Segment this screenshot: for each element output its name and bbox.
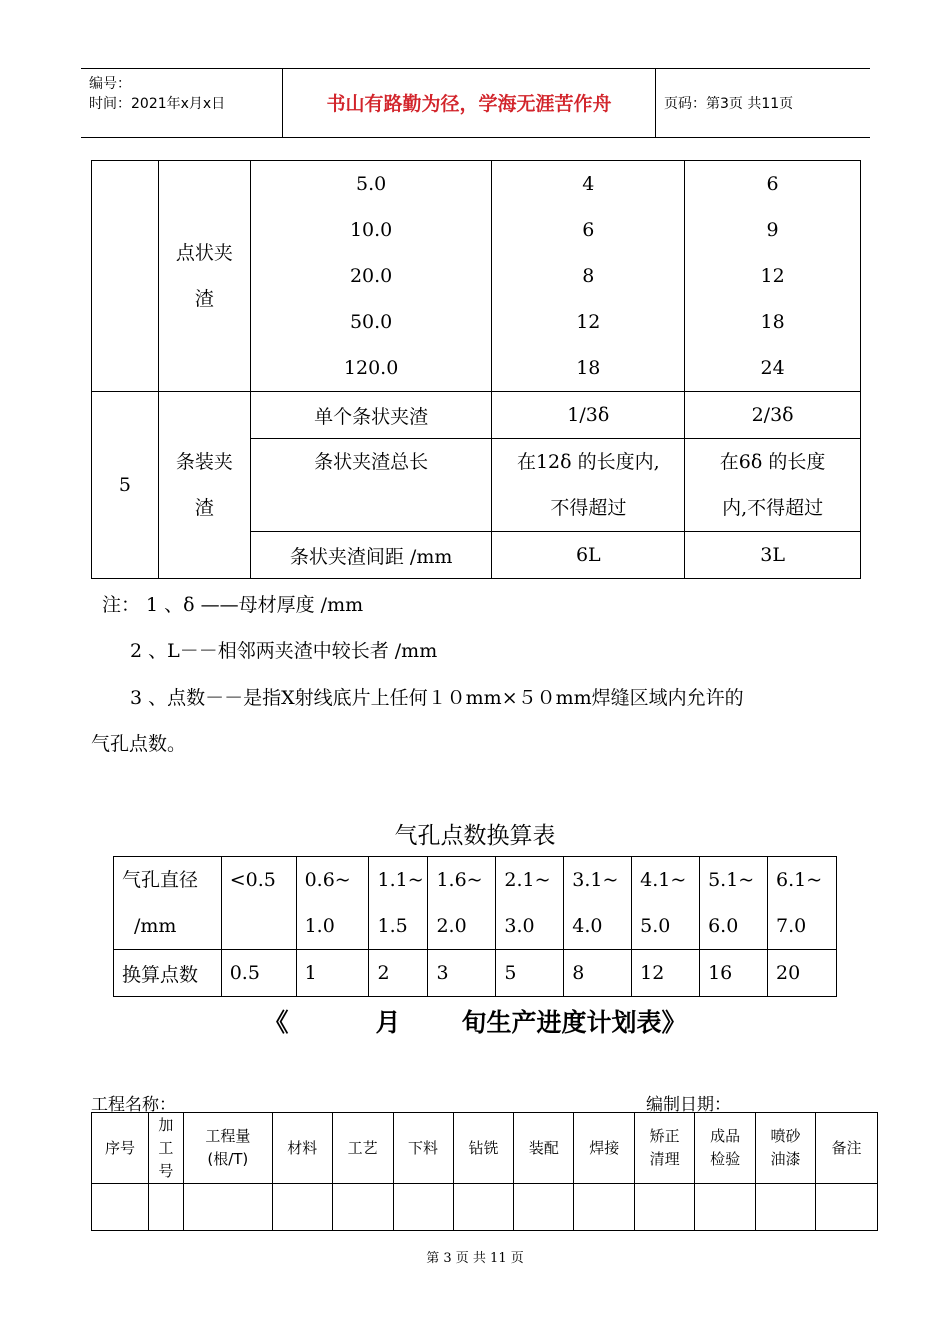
- diameter-cell: 4.1~ 5.0: [632, 857, 700, 950]
- plan-col-header: 装配: [514, 1113, 574, 1184]
- plan-col-header: 钻铣: [453, 1113, 514, 1184]
- plan-col-header: 矫正 清理: [635, 1113, 695, 1184]
- diameter-cell: 1.6~ 2.0: [428, 857, 496, 950]
- plan-cell: [393, 1184, 453, 1231]
- points-cell: 16: [700, 950, 768, 997]
- plan-empty-row: [92, 1184, 878, 1231]
- plan-col-header: 材料: [272, 1113, 332, 1184]
- grade-b-values: 6 9 12 18 24: [685, 161, 861, 392]
- plan-cell: [332, 1184, 393, 1231]
- plan-col-header: 工程量 (根/T): [183, 1113, 272, 1184]
- single-strip-a: 1/3δ: [492, 392, 685, 439]
- plan-cell: [272, 1184, 332, 1231]
- total-strip-b: 在6δ 的长度 内,不得超过: [685, 439, 861, 532]
- plan-cell: [574, 1184, 635, 1231]
- points-label: 换算点数: [114, 950, 222, 997]
- total-strip-a: 在12δ 的长度内, 不得超过: [492, 439, 685, 532]
- plan-col-header: 下料: [393, 1113, 453, 1184]
- plan-title: 《 月 旬生产进度计划表》: [263, 1008, 687, 1037]
- note-3: 3 、点数－－是指X射线底片上任何１０mm×５０mm焊缝区域内允许的: [130, 687, 744, 709]
- points-cell: 12: [632, 950, 700, 997]
- plan-cell: [635, 1184, 695, 1231]
- page-header: [81, 68, 870, 138]
- diameter-cell: 2.1~ 3.0: [496, 857, 564, 950]
- points-cell: 0.5: [221, 950, 296, 997]
- empty-index-cell: [92, 161, 159, 392]
- total-strip-label: 条状夹渣总长: [250, 439, 492, 532]
- code-label: 编号：: [89, 76, 131, 92]
- point-slag-name: 点状夹 渣: [158, 161, 250, 392]
- points-cell: 20: [767, 950, 836, 997]
- points-cell: 1: [296, 950, 369, 997]
- spacing-label: 条状夹渣间距 /mm: [250, 532, 492, 579]
- plan-col-header: 备注: [815, 1113, 877, 1184]
- slogan: 书山有路勤为径，学海无涯苦作舟: [283, 69, 656, 137]
- point-slag-row: [92, 161, 862, 392]
- note-2: 2 、L－－相邻两夹渣中较长者 /mm: [130, 640, 438, 662]
- page-info: 页码：第3页 共11页: [664, 96, 794, 112]
- thickness-values: 5.0 10.0 20.0 50.0 120.0: [250, 161, 492, 392]
- diameter-cell: 5.1~ 6.0: [700, 857, 768, 950]
- plan-col-header: 序号: [92, 1113, 149, 1184]
- spacing-a: 6L: [492, 532, 685, 579]
- page-footer: 第 3 页 共 11 页: [426, 1251, 524, 1266]
- strip-slag-index: 5: [92, 392, 159, 579]
- single-strip-label: 单个条状夹渣: [250, 392, 492, 439]
- production-plan-table: [91, 1112, 878, 1231]
- slag-spec-table: [91, 160, 862, 579]
- plan-header-row: [92, 1113, 878, 1184]
- diameter-cell: 3.1~ 4.0: [564, 857, 632, 950]
- plan-cell: [453, 1184, 514, 1231]
- points-cell: 5: [496, 950, 564, 997]
- strip-slag-single-row: [92, 392, 862, 439]
- strip-slag-name: 条装夹 渣: [158, 392, 250, 579]
- spacing-b: 3L: [685, 532, 861, 579]
- single-strip-b: 2/3δ: [685, 392, 861, 439]
- diameter-cell: <0.5: [221, 857, 296, 950]
- grade-a-values: 4 6 8 12 18: [492, 161, 685, 392]
- note-1: 注： 1 、δ ——母材厚度 /mm: [102, 594, 364, 616]
- diameter-cell: 6.1~ 7.0: [767, 857, 836, 950]
- diameter-row: [114, 857, 837, 950]
- diameter-label: 气孔直径 /mm: [114, 857, 222, 950]
- plan-cell: [92, 1184, 149, 1231]
- project-name-label: 工程名称：: [91, 1095, 176, 1115]
- plan-col-header: 喷砂 油漆: [756, 1113, 816, 1184]
- plan-cell: [756, 1184, 816, 1231]
- points-row: [114, 950, 837, 997]
- plan-cell: [514, 1184, 574, 1231]
- time-label: 时间：2021年x月x日: [89, 96, 226, 112]
- plan-cell: [695, 1184, 756, 1231]
- conversion-table: [113, 856, 837, 997]
- plan-cell: [148, 1184, 183, 1231]
- points-cell: 8: [564, 950, 632, 997]
- plan-cell: [183, 1184, 272, 1231]
- plan-cell: [815, 1184, 877, 1231]
- points-cell: 3: [428, 950, 496, 997]
- diameter-cell: 0.6~ 1.0: [296, 857, 369, 950]
- note-3-continued: 气孔点数。: [91, 733, 187, 755]
- points-cell: 2: [369, 950, 428, 997]
- plan-col-header: 工艺: [332, 1113, 393, 1184]
- plan-col-header: 加 工 号: [148, 1113, 183, 1184]
- plan-col-header: 焊接: [574, 1113, 635, 1184]
- header-meta: [81, 69, 283, 137]
- diameter-cell: 1.1~ 1.5: [369, 857, 428, 950]
- plan-col-header: 成品 检验: [695, 1113, 756, 1184]
- conversion-table-title: 气孔点数换算表: [394, 823, 556, 849]
- compile-date-label: 编制日期：: [646, 1095, 731, 1115]
